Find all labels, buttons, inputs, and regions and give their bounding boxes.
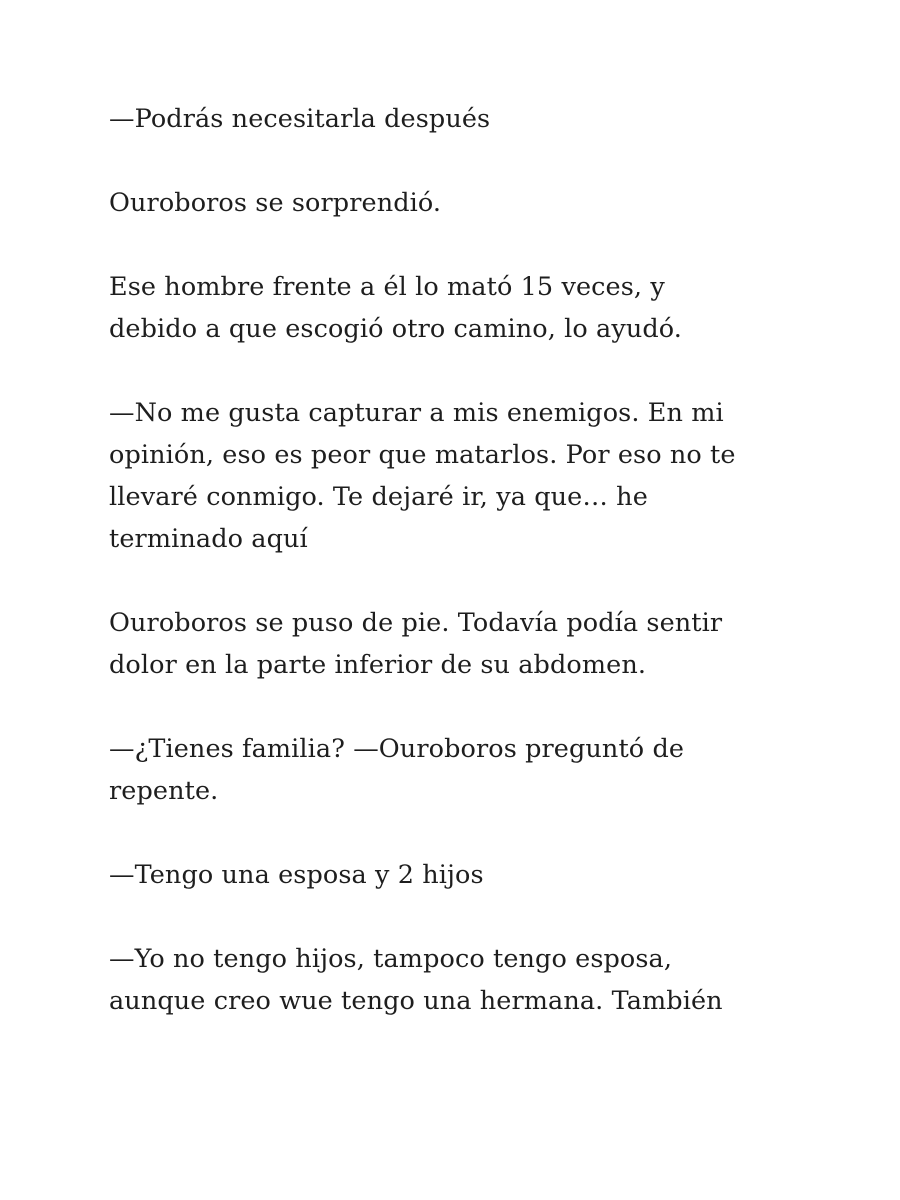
paragraph: —Yo no tengo hijos, tampoco tengo esposa, aunque creo wue tengo una hermana. También [109,944,723,1016]
paragraph: —No me gusta capturar a mis enemigos. En mi opinión, eso es peor que matarlos. Por eso no te llevaré conmigo. Te dejaré ir, ya que… he terminado aquí [109,398,736,554]
paragraph: —Tengo una esposa y 2 hijos [109,860,484,890]
paragraph: Ouroboros se puso de pie. Todavía podía sentir dolor en la parte inferior de su abdomen. [109,608,723,680]
paragraph: —Podrás necesitarla después [109,104,491,134]
document-page [109,98,799,1064]
paragraph: Ouroboros se sorprendió. [109,188,442,218]
paragraph: —¿Tienes familia? —Ouroboros preguntó de repente. [109,734,685,806]
paragraph: Ese hombre frente a él lo mató 15 veces, y debido a que escogió otro camino, lo ayudó. [109,272,683,344]
